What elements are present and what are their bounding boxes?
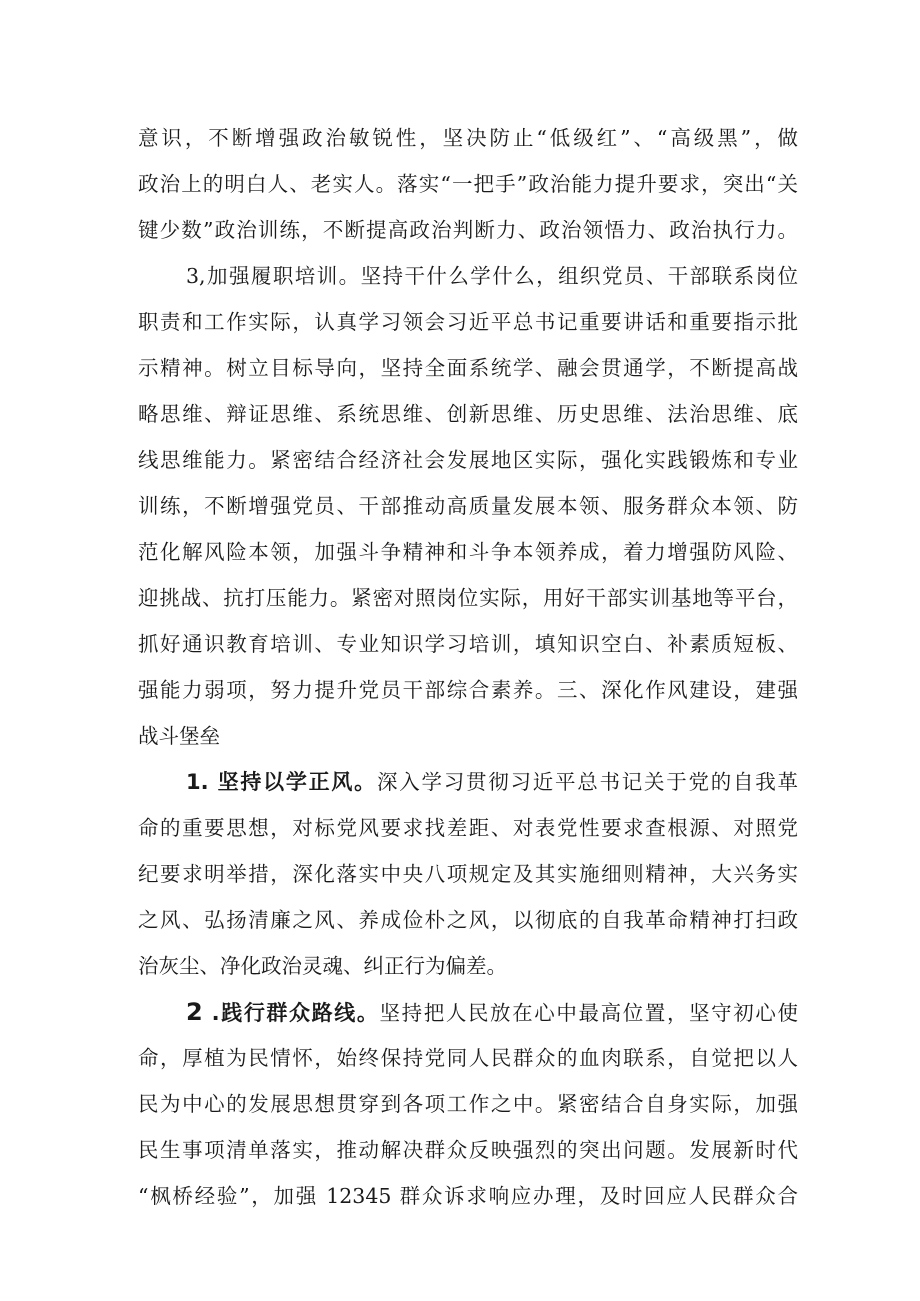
text-line: 职责和工作实际，认真学习领会习近平总书记重要讲话和重要指示批 <box>138 310 798 334</box>
heading-continuation: 深入学习贯彻习近平总书记关于党的自我革 <box>376 770 799 794</box>
text-line: 政治上的明白人、老实人。落实“一把手”政治能力提升要求，突出“关 <box>138 172 798 196</box>
heading-continuation: 坚持把人民放在心中最高位置，坚守初心使 <box>379 1001 798 1025</box>
section-number: 2 <box>186 998 203 1026</box>
text-line: 抓好通识教育培训、专业知识学习培训，填知识空白、补素质短板、 <box>138 632 798 656</box>
text-line: 治灰尘、净化政治灵魂、纠正行为偏差。 <box>138 954 507 978</box>
text-line: 线思维能力。紧密结合经济社会发展地区实际，强化实践锻炼和专业 <box>138 448 798 472</box>
paragraph-first-line: 3,加强履职培训。坚持干什么学什么，组织党员、干部联系岗位 <box>186 264 798 288</box>
text-line: 示精神。树立目标导向，坚持全面系统学、融会贯通学，不断提高战 <box>138 356 798 380</box>
section-heading: 1. 坚持以学正风。 <box>186 770 377 794</box>
text-line: 命，厚植为民情怀，始终保持党同人民群众的血肉联系，自觉把以人 <box>138 1046 798 1070</box>
text-line: 略思维、辩证思维、系统思维、创新思维、历史思维、法治思维、底 <box>138 402 798 426</box>
text-line: 意识，不断增强政治敏锐性，坚决防止“低级红”、“高级黑”，做 <box>138 126 798 150</box>
text-line: 范化解风险本领，加强斗争精神和斗争本领养成，着力增强防风险、 <box>138 540 798 564</box>
paragraph-first-line <box>186 768 798 796</box>
text-line: 迎挑战、抗打压能力。紧密对照岗位实际，用好干部实训基地等平台， <box>138 586 798 610</box>
text-line: 纪要求明举措，深化落实中央八项规定及其实施细则精神，大兴务实 <box>138 862 798 886</box>
text-line: “枫桥经验”，加强 12345 群众诉求响应办理，及时回应人民群众合 <box>138 1184 798 1208</box>
text-line: 命的重要思想，对标党风要求找差距、对表党性要求查根源、对照党 <box>138 816 798 840</box>
text-line: 强能力弱项，努力提升党员干部综合素养。三、深化作风建设，建强 <box>138 678 798 702</box>
text-line: 之风、弘扬清廉之风、养成俭朴之风，以彻底的自我革命精神打扫政 <box>138 908 798 932</box>
text-line: 战斗堡垒 <box>138 724 220 748</box>
section-heading: .践行群众路线。 <box>202 1001 380 1025</box>
text-line: 民为中心的发展思想贯穿到各项工作之中。紧密结合自身实际，加强 <box>138 1092 798 1116</box>
paragraph-first-line <box>186 998 798 1027</box>
text-line: 民生事项清单落实，推动解决群众反映强烈的突出问题。发展新时代 <box>138 1138 798 1162</box>
text-line: 训练，不断增强党员、干部推动高质量发展本领、服务群众本领、防 <box>138 494 798 518</box>
text-line: 键少数”政治训练，不断提高政治判断力、政治领悟力、政治执行力。 <box>138 218 798 242</box>
